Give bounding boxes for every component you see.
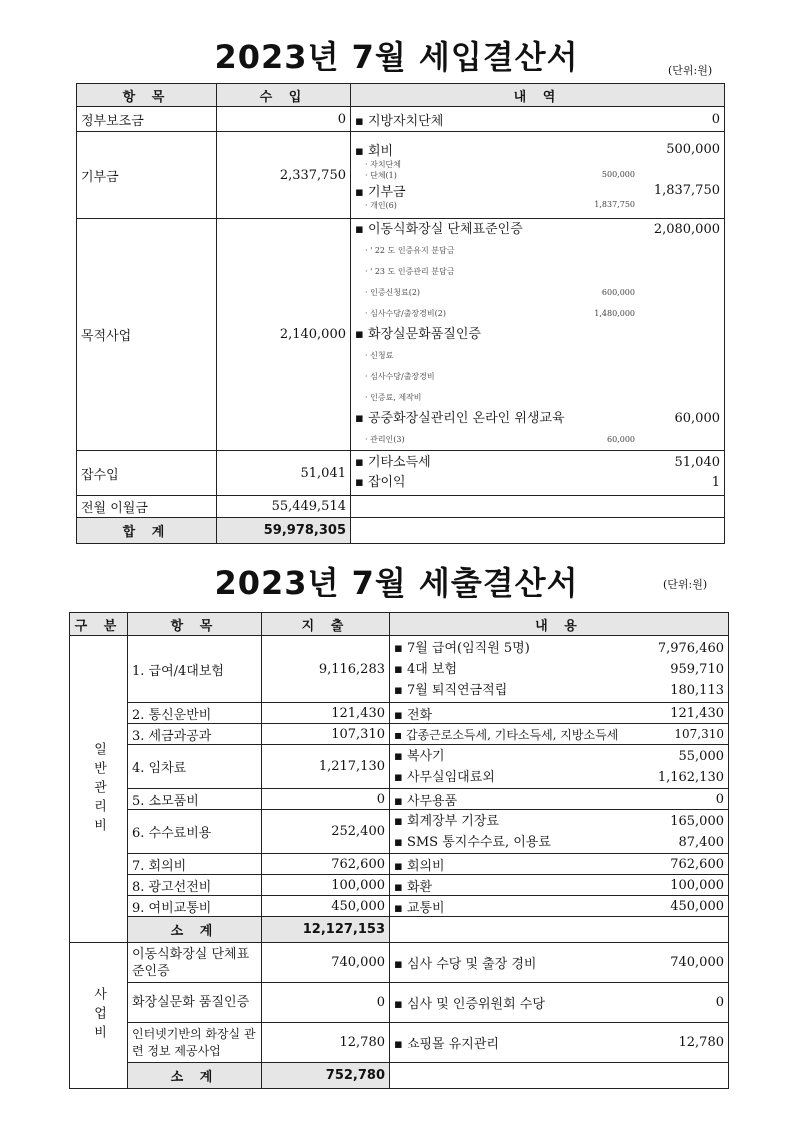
table-row	[70, 703, 729, 724]
expense-table	[69, 612, 729, 1089]
income-total-row	[77, 518, 725, 544]
row-details: ▪ 7월 급여(임직원 5명) 7,976,460 ▪ 4대 보험 959,710 ▪ 7월 퇴직연금적립 180,113	[390, 636, 729, 703]
row-item: 목적사업	[77, 219, 217, 451]
income-title: 2023년 7월 세입결산서	[214, 38, 579, 76]
row-details: ▪ 사무용품 0	[390, 789, 729, 810]
row-details: ▪ 이동식화장실 단체표준인증 2,080,000 · ' 22 도 인증유지 분담금 · ' 23 도 인증관리 분담금 · 인증신청료(2) 600,000 · 심사수당/출장경비(2) 1,480,000 ▪ 화장실문화품질인증 · 신청료 · 심사수당/출장경비 · 인증료, 제작비 ▪ 공중화장실관리인 온라인 위생교육 60,000 · 관리인(3) 60,000	[351, 219, 725, 451]
table-row	[70, 789, 729, 810]
category-general: 일반관리비	[70, 636, 128, 943]
table-row	[70, 896, 729, 917]
table-row	[70, 810, 729, 854]
subtotal-row	[70, 917, 729, 943]
row-item: 2. 통신운반비	[128, 703, 262, 724]
row-amount: 0	[217, 107, 351, 132]
total-label: 합 계	[77, 518, 217, 544]
header-income: 수 입	[217, 84, 351, 107]
subtotal-amount: 12,127,153	[262, 917, 390, 943]
row-details: ▪ 전화 121,430	[390, 703, 729, 724]
subtotal-row	[70, 1063, 729, 1089]
row-details: ▪ 지방자치단체 0	[351, 107, 725, 132]
row-amount: 55,449,514	[217, 496, 351, 518]
row-amount: 1,217,130	[262, 745, 390, 789]
total-amount: 59,978,305	[217, 518, 351, 544]
row-amount: 740,000	[262, 943, 390, 983]
header-item: 항 목	[128, 613, 262, 636]
row-item: 전월 이월금	[77, 496, 217, 518]
row-item: 8. 광고선전비	[128, 875, 262, 896]
row-details: ▪ 회비 500,000 · 자치단체 · 단체(1) 500,000 ▪ 기부금 1,837,750 · 개인(6) 1,837,750	[351, 132, 725, 219]
table-row	[70, 636, 729, 703]
row-amount: 12,780	[262, 1023, 390, 1063]
row-details: ▪ 회의비 762,600	[390, 854, 729, 875]
income-table	[76, 83, 725, 544]
row-amount: 0	[262, 789, 390, 810]
row-item: 기부금	[77, 132, 217, 219]
table-row	[70, 1023, 729, 1063]
row-details: ▪ 갑종근로소득세, 기타소득세, 지방소득세 107,310	[390, 724, 729, 745]
row-details	[351, 496, 725, 518]
row-details: ▪ 기타소득세 51,040 ▪ 잡이익 1	[351, 451, 725, 496]
row-amount: 121,430	[262, 703, 390, 724]
row-details: ▪ 화환 100,000	[390, 875, 729, 896]
row-details: ▪ 심사 및 인증위원회 수당 0	[390, 983, 729, 1023]
row-details: ▪ 쇼핑몰 유지관리 12,780	[390, 1023, 729, 1063]
header-expense: 지 출	[262, 613, 390, 636]
table-row	[77, 451, 725, 496]
row-item: 3. 세금과공과	[128, 724, 262, 745]
row-item: 6. 수수료비용	[128, 810, 262, 854]
row-item: 정부보조금	[77, 107, 217, 132]
table-row	[70, 854, 729, 875]
row-amount: 762,600	[262, 854, 390, 875]
table-row	[70, 983, 729, 1023]
subtotal-amount: 752,780	[262, 1063, 390, 1089]
row-amount: 100,000	[262, 875, 390, 896]
row-item: 이동식화장실 단체표준인증	[128, 943, 262, 983]
row-item: 화장실문화 품질인증	[128, 983, 262, 1023]
row-amount: 107,310	[262, 724, 390, 745]
expense-unit: (단위:원)	[663, 578, 708, 591]
row-amount: 0	[262, 983, 390, 1023]
table-row	[70, 724, 729, 745]
row-details: ▪ 심사 수당 및 출장 경비 740,000	[390, 943, 729, 983]
header-category: 구 분	[70, 613, 128, 636]
row-item: 잡수입	[77, 451, 217, 496]
row-details: ▪ 회계장부 기장료 165,000 ▪ SMS 통지수수료, 이용료 87,400	[390, 810, 729, 854]
row-amount: 51,041	[217, 451, 351, 496]
table-row	[70, 943, 729, 983]
row-item: 9. 여비교통비	[128, 896, 262, 917]
row-details: ▪ 복사기 55,000 ▪ 사무실임대료외 1,162,130	[390, 745, 729, 789]
row-item: 7. 회의비	[128, 854, 262, 875]
subtotal-label: 소 계	[128, 917, 262, 943]
table-row	[70, 875, 729, 896]
header-item: 항 목	[77, 84, 217, 107]
row-item: 인터넷기반의 화장실 관련 정보 제공사업	[128, 1023, 262, 1063]
row-amount: 2,140,000	[217, 219, 351, 451]
row-item: 4. 임차료	[128, 745, 262, 789]
table-row	[77, 107, 725, 132]
header-content: 내 용	[390, 613, 729, 636]
table-row	[77, 496, 725, 518]
table-row	[77, 132, 725, 219]
row-item: 1. 급여/4대보험	[128, 636, 262, 703]
income-unit: (단위:원)	[668, 64, 713, 77]
subtotal-label: 소 계	[128, 1063, 262, 1089]
header-details: 내 역	[351, 84, 725, 107]
row-item: 5. 소모품비	[128, 789, 262, 810]
category-business: 사업비	[70, 943, 128, 1089]
row-amount: 2,337,750	[217, 132, 351, 219]
row-amount: 252,400	[262, 810, 390, 854]
row-amount: 450,000	[262, 896, 390, 917]
row-details: ▪ 교통비 450,000	[390, 896, 729, 917]
expense-title: 2023년 7월 세출결산서	[214, 564, 579, 602]
table-row	[77, 219, 725, 451]
table-row	[70, 745, 729, 789]
row-amount: 9,116,283	[262, 636, 390, 703]
